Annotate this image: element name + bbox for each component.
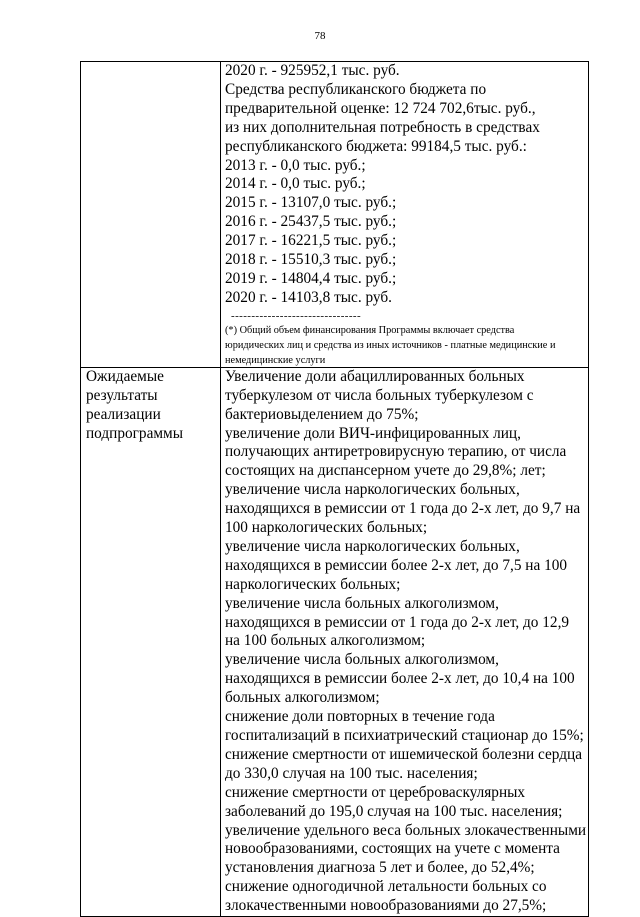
text-line: снижение одногодичной летальности больных со (225, 878, 547, 896)
text-line: заболеваний до 195,0 случая на 100 тыс. населения; (225, 802, 563, 820)
text-line: 2019 г. - 14804,4 тыс. руб.; (225, 269, 397, 287)
footnote-line: юридических лиц и средства из иных источников - платные медицинские и (225, 339, 556, 351)
label-line: Ожидаемые (86, 367, 164, 385)
text-line: получающих антиретровирусную терапию, от числа (225, 443, 567, 461)
row-label-cell-empty (81, 62, 221, 368)
funding-lines (225, 62, 585, 308)
label-line: реализации (86, 405, 161, 423)
text-line: 2013 г. - 0,0 тыс. руб.; (225, 156, 366, 174)
text-line: увеличение числа больных алкоголизмом, (225, 651, 499, 669)
text-line: новообразованиями, состоящих на учете с момента (225, 840, 560, 858)
text-line: находящихся в ремиссии более 2-х лет, до 10,4 на 100 (225, 670, 575, 688)
text-line: 2017 г. - 16221,5 тыс. руб.; (225, 232, 397, 250)
text-line: Средства республиканского бюджета по (225, 80, 487, 98)
text-line: увеличение числа наркологических больных, (225, 537, 520, 555)
table-row-expected-results (81, 367, 589, 916)
expected-results-label (85, 368, 217, 444)
text-line: больных алкоголизмом; (225, 689, 380, 707)
footnote-separator: -------------------------------- (231, 309, 362, 322)
label-line: подпрограммы (86, 424, 184, 442)
expected-results-lines (225, 368, 585, 916)
expected-results-cell (221, 367, 589, 916)
text-line: установления диагноза 5 лет и более, до 52,4%; (225, 859, 535, 877)
text-line: из них дополнительная потребность в средствах (225, 118, 540, 136)
text-line: наркологических больных; (225, 575, 401, 593)
text-line: увеличение числа наркологических больных, (225, 481, 520, 499)
label-line: результаты (86, 386, 158, 404)
text-line: на 100 больных алкоголизмом; (225, 632, 426, 650)
text-line: находящихся в ремиссии от 1 года до 2-х лет, до 12,9 (225, 613, 570, 631)
row-label-cell (81, 367, 221, 916)
text-line: увеличение числа больных алкоголизмом, (225, 594, 499, 612)
text-line: предварительной оценке: 12 724 702,6тыс. руб., (225, 99, 536, 117)
text-line: госпитализаций в психиатрический стационар до 15%; (225, 727, 584, 744)
text-line: увеличение удельного веса больных злокачественными (225, 821, 587, 839)
text-line: 2014 г. - 0,0 тыс. руб.; (225, 175, 366, 193)
text-line: 2020 г. - 14103,8 тыс. руб. (225, 288, 392, 306)
text-line: Увеличение доли абациллированных больных (225, 367, 525, 385)
text-line: находящихся в ремиссии более 2-х лет, до 7,5 на 100 (225, 556, 568, 574)
text-line: состоящих на диспансерном учете до 29,8%; лет; (225, 462, 546, 480)
text-line: снижение доли повторных в течение года (225, 708, 495, 726)
text-line: находящихся в ремиссии от 1 года до 2-х лет, до 9,7 на (225, 500, 581, 518)
text-line: туберкулезом от числа больных туберкулезом с (225, 386, 534, 404)
text-line: снижение смертности от цереброваскулярных (225, 783, 526, 801)
table-row-funding (81, 62, 589, 368)
text-line: увеличение доли ВИЧ-инфицированных лиц, (225, 424, 521, 442)
text-line: 2020 г. - 925952,1 тыс. руб. (225, 62, 400, 79)
text-line: 100 наркологических больных; (225, 519, 428, 537)
page-number: 78 (314, 30, 326, 42)
text-line: снижение смертности от ишемической болезни сердца (225, 745, 582, 763)
footnote-line: (*) Общий объем финансирования Программы включает средства (225, 324, 515, 336)
funding-cell (221, 62, 589, 368)
funding-footnote (225, 324, 585, 367)
text-line: 2018 г. - 15510,3 тыс. руб.; (225, 251, 397, 269)
text-line: республиканского бюджета: 99184,5 тыс. руб.: (225, 137, 527, 155)
footnote-line: немедицинские услуги (225, 354, 326, 366)
text-line: бактериовыделением до 75%; (225, 405, 419, 423)
program-table (80, 61, 589, 917)
text-line: 2015 г. - 13107,0 тыс. руб.; (225, 194, 397, 212)
text-line: злокачественными новообразованиями до 27,5%; (225, 897, 547, 915)
text-line: до 330,0 случая на 100 тыс. населения; (225, 764, 478, 782)
text-line: 2016 г. - 25437,5 тыс. руб.; (225, 213, 397, 231)
